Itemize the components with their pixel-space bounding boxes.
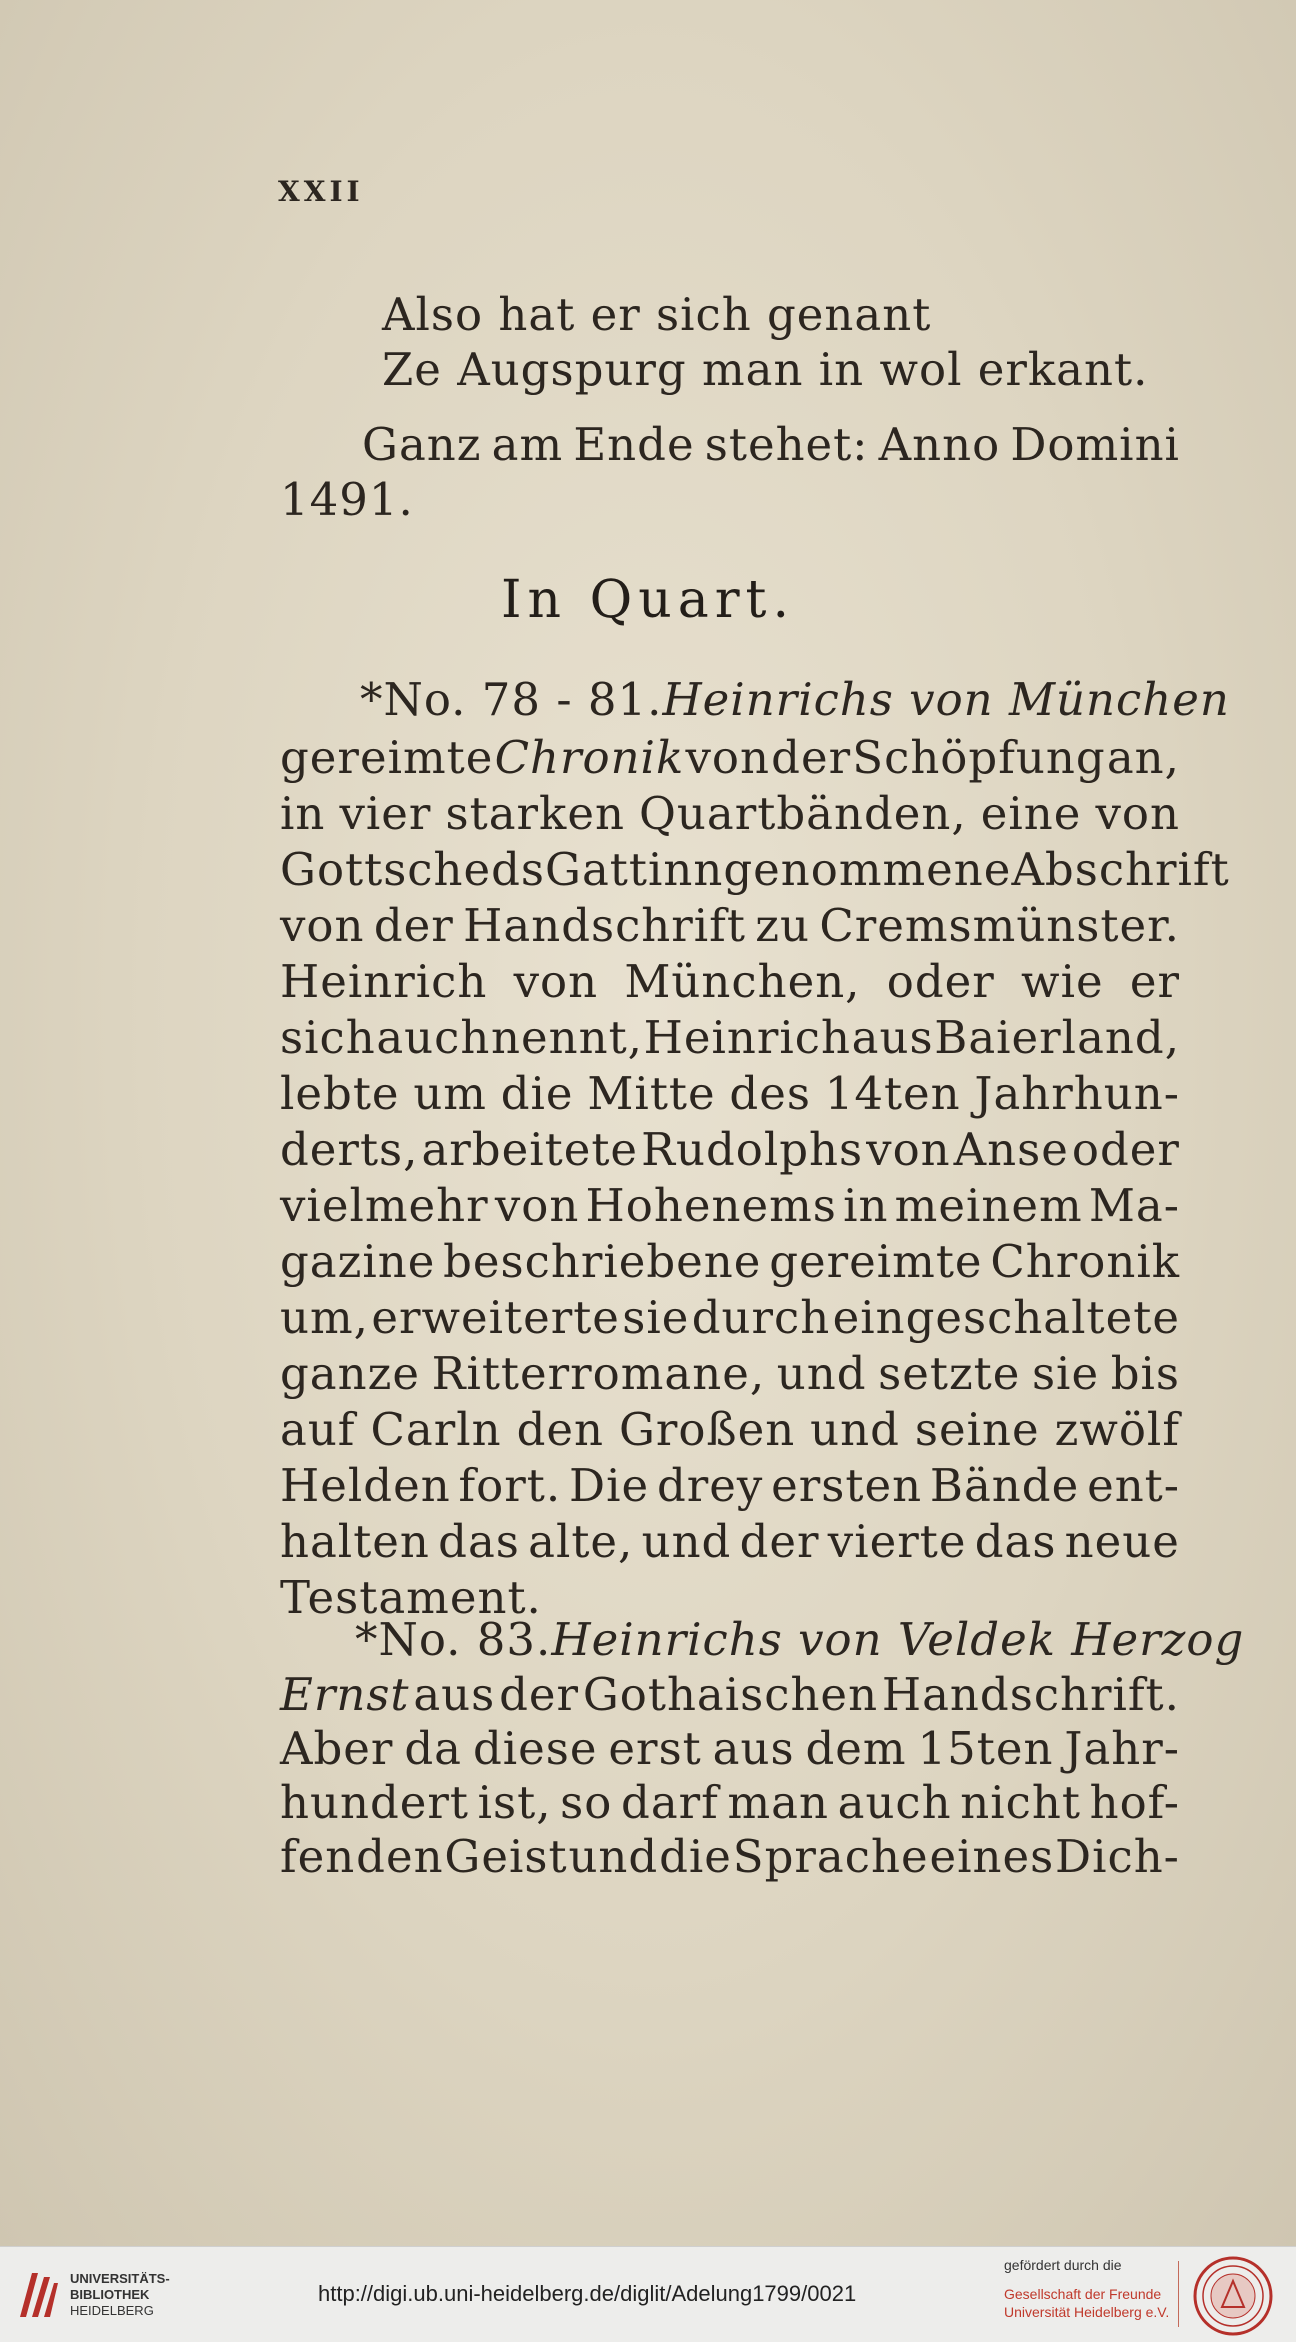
entry2-header [355,1610,1245,1670]
end-note-word: stehet: [704,418,869,471]
word: Helden [280,1459,451,1512]
text-line [280,1512,1180,1572]
word: Gothaischen [582,1668,879,1721]
word: ist, [477,1776,552,1829]
word: Schöpfung [852,731,1106,784]
text-line [280,728,1180,788]
entry1-number: No. 78 - 81. [383,673,663,726]
word: Jahr- [1064,1722,1180,1775]
word: Anse [953,1123,1069,1176]
library-logo-text [70,2271,170,2319]
word: das [974,1515,1057,1568]
word: so [560,1776,613,1829]
word: und [810,1403,900,1456]
sponsor-line: Universität Heidelberg e.V. [1004,2304,1170,2320]
end-note-line-1 [362,415,1180,475]
word: der [499,1668,580,1721]
word: den [516,1403,604,1456]
word: der [373,899,454,952]
word: diese [472,1722,598,1775]
word: in [843,1179,889,1232]
word: von [1095,787,1180,840]
university-seal-icon [1192,2255,1274,2337]
word: Heinrich [643,1011,851,1064]
word: fen [280,1830,356,1883]
word: eine [980,787,1082,840]
word: sich [280,1011,376,1064]
text-line [280,952,1180,1012]
word: halten [280,1515,430,1568]
word: der [739,1515,820,1568]
word: Die [569,1459,650,1512]
word: von [494,1179,580,1232]
text-line [280,1232,1180,1292]
word: er [1129,955,1180,1008]
entry1-header [360,670,1230,730]
word: München, [624,955,861,1008]
text-line [280,1008,1180,1068]
word: aus [712,1722,795,1775]
word: Handschrift. [881,1668,1180,1721]
word: Ma- [1088,1179,1180,1232]
word: neue [1064,1515,1180,1568]
word: gazine [280,1235,436,1288]
end-note-word: am [491,418,564,471]
word: Baierland, [934,1011,1180,1064]
word: um, [280,1291,369,1344]
word: erst [608,1722,702,1775]
word: Quartbänden, [639,787,967,840]
text-line [280,1176,1180,1236]
text-line [280,1719,1180,1779]
word: genommene [723,843,1012,896]
word: Ritterromane, [431,1347,766,1400]
text-line [280,840,1230,900]
word: hundert [280,1776,469,1829]
word: Chronik [990,1235,1180,1288]
word: aus [851,1011,934,1064]
text-line [280,1120,1180,1180]
word: von [685,731,770,784]
word: 15ten [917,1722,1054,1775]
word: meinem [894,1179,1083,1232]
entry1-last-line: Testament. [280,1571,542,1624]
word: Cremsmünster. [819,899,1180,952]
footer-bar [0,2246,1296,2342]
word: Carln [370,1403,502,1456]
word: Rudolphs [641,1123,864,1176]
end-note-word: Ende [573,418,695,471]
word: ersten [771,1459,923,1512]
word: gereimte [769,1235,983,1288]
italic-word: Ernst [280,1668,410,1721]
word: die [659,1830,732,1883]
text-line [280,784,1180,844]
word: durch [691,1291,831,1344]
word: um [413,1067,487,1120]
word: drey [656,1459,764,1512]
word: den [356,1830,444,1883]
word: des [729,1067,811,1120]
entry2-star: * [355,1613,379,1666]
logo-line: UNIVERSITÄTS- [70,2271,170,2286]
end-note-line-2: 1491. [280,473,414,526]
word: man [727,1776,829,1829]
word: arbeitete [421,1123,639,1176]
word: von [513,955,599,1008]
word: Hohenems [585,1179,837,1232]
word: zwölf [1054,1403,1180,1456]
word: nennt, [491,1011,643,1064]
word: da [404,1722,463,1775]
logo-line: BIBLIOTHEK [70,2287,150,2302]
entry2-author-title: Heinrichs von Veldek Herzog [551,1613,1245,1666]
word: auch [837,1776,952,1829]
word: Gattinn [545,843,724,896]
word: Jahrhun- [974,1067,1180,1120]
word: ganze [280,1347,420,1400]
word: nicht [960,1776,1081,1829]
sponsor-name [1004,2285,1169,2321]
word: vier [339,787,432,840]
word: lebte [280,1067,400,1120]
word: von [866,1123,951,1176]
text-line [280,1288,1180,1348]
page-number: XXII [278,175,364,208]
end-note-word: Domini [1010,418,1180,471]
section-heading: In Quart. [501,570,795,630]
word: oder [886,955,995,1008]
word: Abschrift [1011,843,1230,896]
end-note-word: Anno [878,418,1001,471]
word: und [568,1830,659,1883]
word: Mitte [587,1067,716,1120]
text-line [280,1456,1180,1516]
word: Handschrift [463,899,746,952]
text-line [280,1665,1180,1725]
word: sie [1031,1347,1100,1400]
word: Gottscheds [280,843,546,896]
word: Heinrich [280,955,488,1008]
entry1-star: * [360,673,384,726]
word: seine [914,1403,1040,1456]
word: das [438,1515,520,1568]
word: alte, [528,1515,634,1568]
word: vielmehr [280,1179,489,1232]
permalink[interactable]: http://digi.ub.uni-heidelberg.de/diglit/Adelung1799/0021 [318,2281,857,2306]
entry1-author-title: Heinrichs von München [662,673,1230,726]
word: Sprache [732,1830,929,1883]
word: eingeschaltete [832,1291,1180,1344]
word: eines [929,1830,1055,1883]
word: erweiterte [371,1291,620,1344]
word: zu [755,899,810,952]
word: von [280,899,365,952]
word: wie [1021,955,1104,1008]
word: der [771,731,852,784]
text-line [280,1400,1180,1460]
word: auch [376,1011,491,1064]
word: darf [621,1776,719,1829]
word: setzte [878,1347,1021,1400]
word: bis [1110,1347,1180,1400]
end-note-word: Ganz [362,418,482,471]
text-line [280,1773,1180,1833]
footer-divider [1178,2261,1179,2327]
word: fort. [458,1459,562,1512]
logo-line: HEIDELBERG [70,2303,154,2318]
word: gereimte [280,731,494,784]
word: 14ten [824,1067,961,1120]
word: derts, [280,1123,419,1176]
word: dem [805,1722,907,1775]
word: Dich- [1055,1830,1180,1883]
word: und [776,1347,867,1400]
word: oder [1071,1123,1180,1176]
word: Großen [618,1403,796,1456]
text-line [280,1064,1180,1124]
library-logo-icon [14,2267,60,2323]
word: Aber [280,1722,394,1775]
text-line [280,1344,1180,1404]
sponsor-line: Gesellschaft der Freunde [1004,2286,1162,2302]
word: die [500,1067,574,1120]
word: vierte [827,1515,967,1568]
word: sie [622,1291,690,1344]
verse-line-2: Ze Augspurg man in wol erkant. [382,343,1149,396]
word: hof- [1089,1776,1180,1829]
word: aus [413,1668,496,1721]
word: Bände [929,1459,1080,1512]
verse-line-1: Also hat er sich genant [382,288,932,341]
entry2-number: No. 83. [378,1613,552,1666]
word: an, [1106,731,1180,784]
text-line [280,1827,1180,1887]
word: beschriebene [443,1235,762,1288]
word: auf [280,1403,356,1456]
word: in [280,787,326,840]
word: ent- [1087,1459,1180,1512]
word: Geist [444,1830,568,1883]
italic-word: Chronik [494,731,685,784]
text-line [280,896,1180,956]
word: starken [445,787,625,840]
funded-by-label: gefördert durch die [1004,2257,1122,2273]
word: und [641,1515,732,1568]
